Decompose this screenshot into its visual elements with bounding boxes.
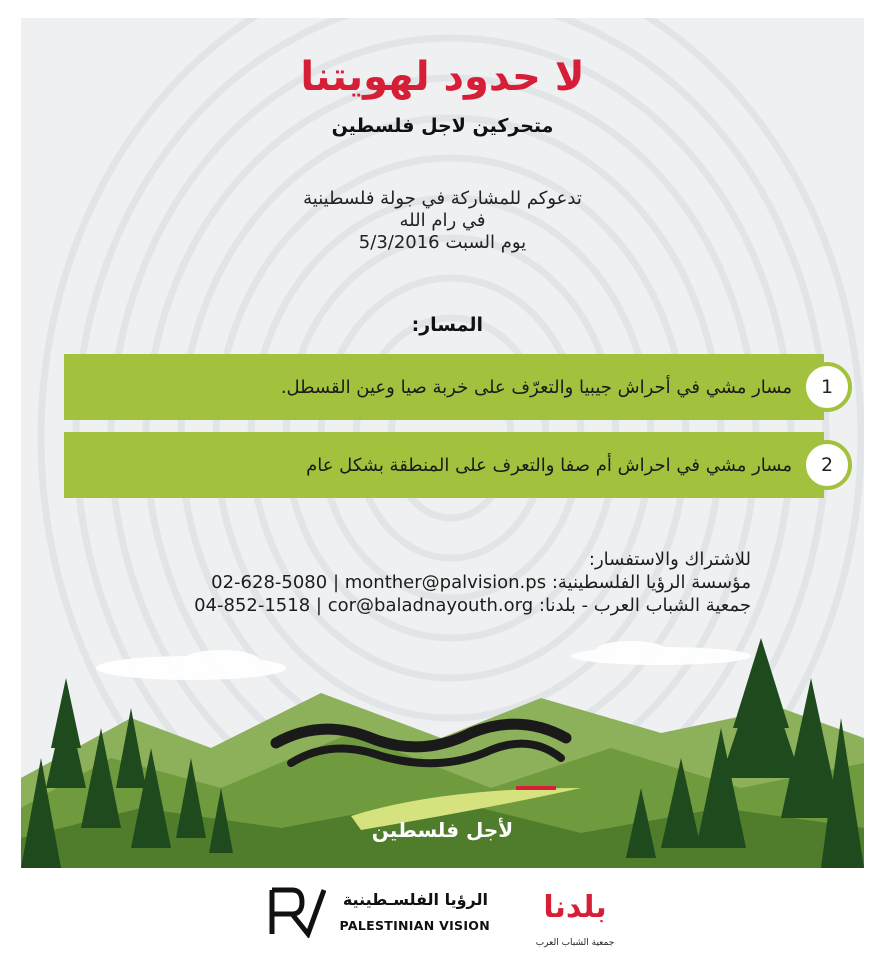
org1-email[interactable]: monther@palvision.ps [344, 572, 547, 593]
campaign-tagline: لأجل فلسطين [371, 818, 514, 842]
poster-subtitle: متحركين لاجل فلسطين [331, 115, 554, 137]
separator: | [315, 595, 322, 616]
campaign-logo-word: متحركين [419, 758, 423, 759]
contact-block [111, 548, 751, 617]
pv-english-name: PALESTINIAN VISION [339, 918, 490, 933]
pv-mark-icon [268, 886, 326, 938]
route-item-2 [64, 432, 847, 498]
org2-label: جمعية الشباب العرب - بلدنا: [538, 595, 751, 616]
org1-phone[interactable]: 02-628-5080 [211, 572, 328, 593]
invitation-line-2: في رام الله [399, 210, 486, 231]
baladna-subtitle: جمعية الشباب العرب [535, 938, 615, 948]
invitation-line-1: تدعوكم للمشاركة في جولة فلسطينية [303, 188, 582, 209]
footer-logos [0, 872, 885, 960]
org1-label: مؤسسة الرؤيا الفلسطينية: [551, 572, 751, 593]
baladna-name: بلدنا [543, 890, 607, 925]
route-item-1 [64, 354, 847, 420]
route-number-badge: 1 [802, 362, 852, 412]
route-heading: المسار: [411, 314, 483, 336]
contact-line-2 [111, 594, 751, 617]
route-text: مسار مشي في أحراش جيبيا والتعرّف على خربة صيا وعين القسطل. [280, 376, 792, 398]
contact-line-1 [111, 571, 751, 594]
route-text: مسار مشي في احراش أم صفا والتعرف على المنطقة بشكل عام [306, 454, 792, 476]
org2-phone[interactable]: 04-852-1518 [194, 595, 311, 616]
clouds [96, 641, 751, 680]
poster [21, 18, 864, 868]
pv-arabic-name: الرؤيا الفلسـطينية [342, 890, 488, 909]
palestinian-vision-logo [268, 886, 488, 946]
invitation-block [21, 188, 864, 254]
poster-title: لا حدود لهويتنا [300, 54, 585, 100]
contact-heading: للاشتراك والاستفسار: [588, 549, 751, 570]
baladna-logo [535, 878, 615, 954]
separator: | [332, 572, 340, 593]
org2-email[interactable]: cor@baladnayouth.org [327, 595, 534, 616]
invitation-line-3: يوم السبت 5/3/2016 [358, 232, 527, 253]
route-number-badge: 2 [802, 440, 852, 490]
